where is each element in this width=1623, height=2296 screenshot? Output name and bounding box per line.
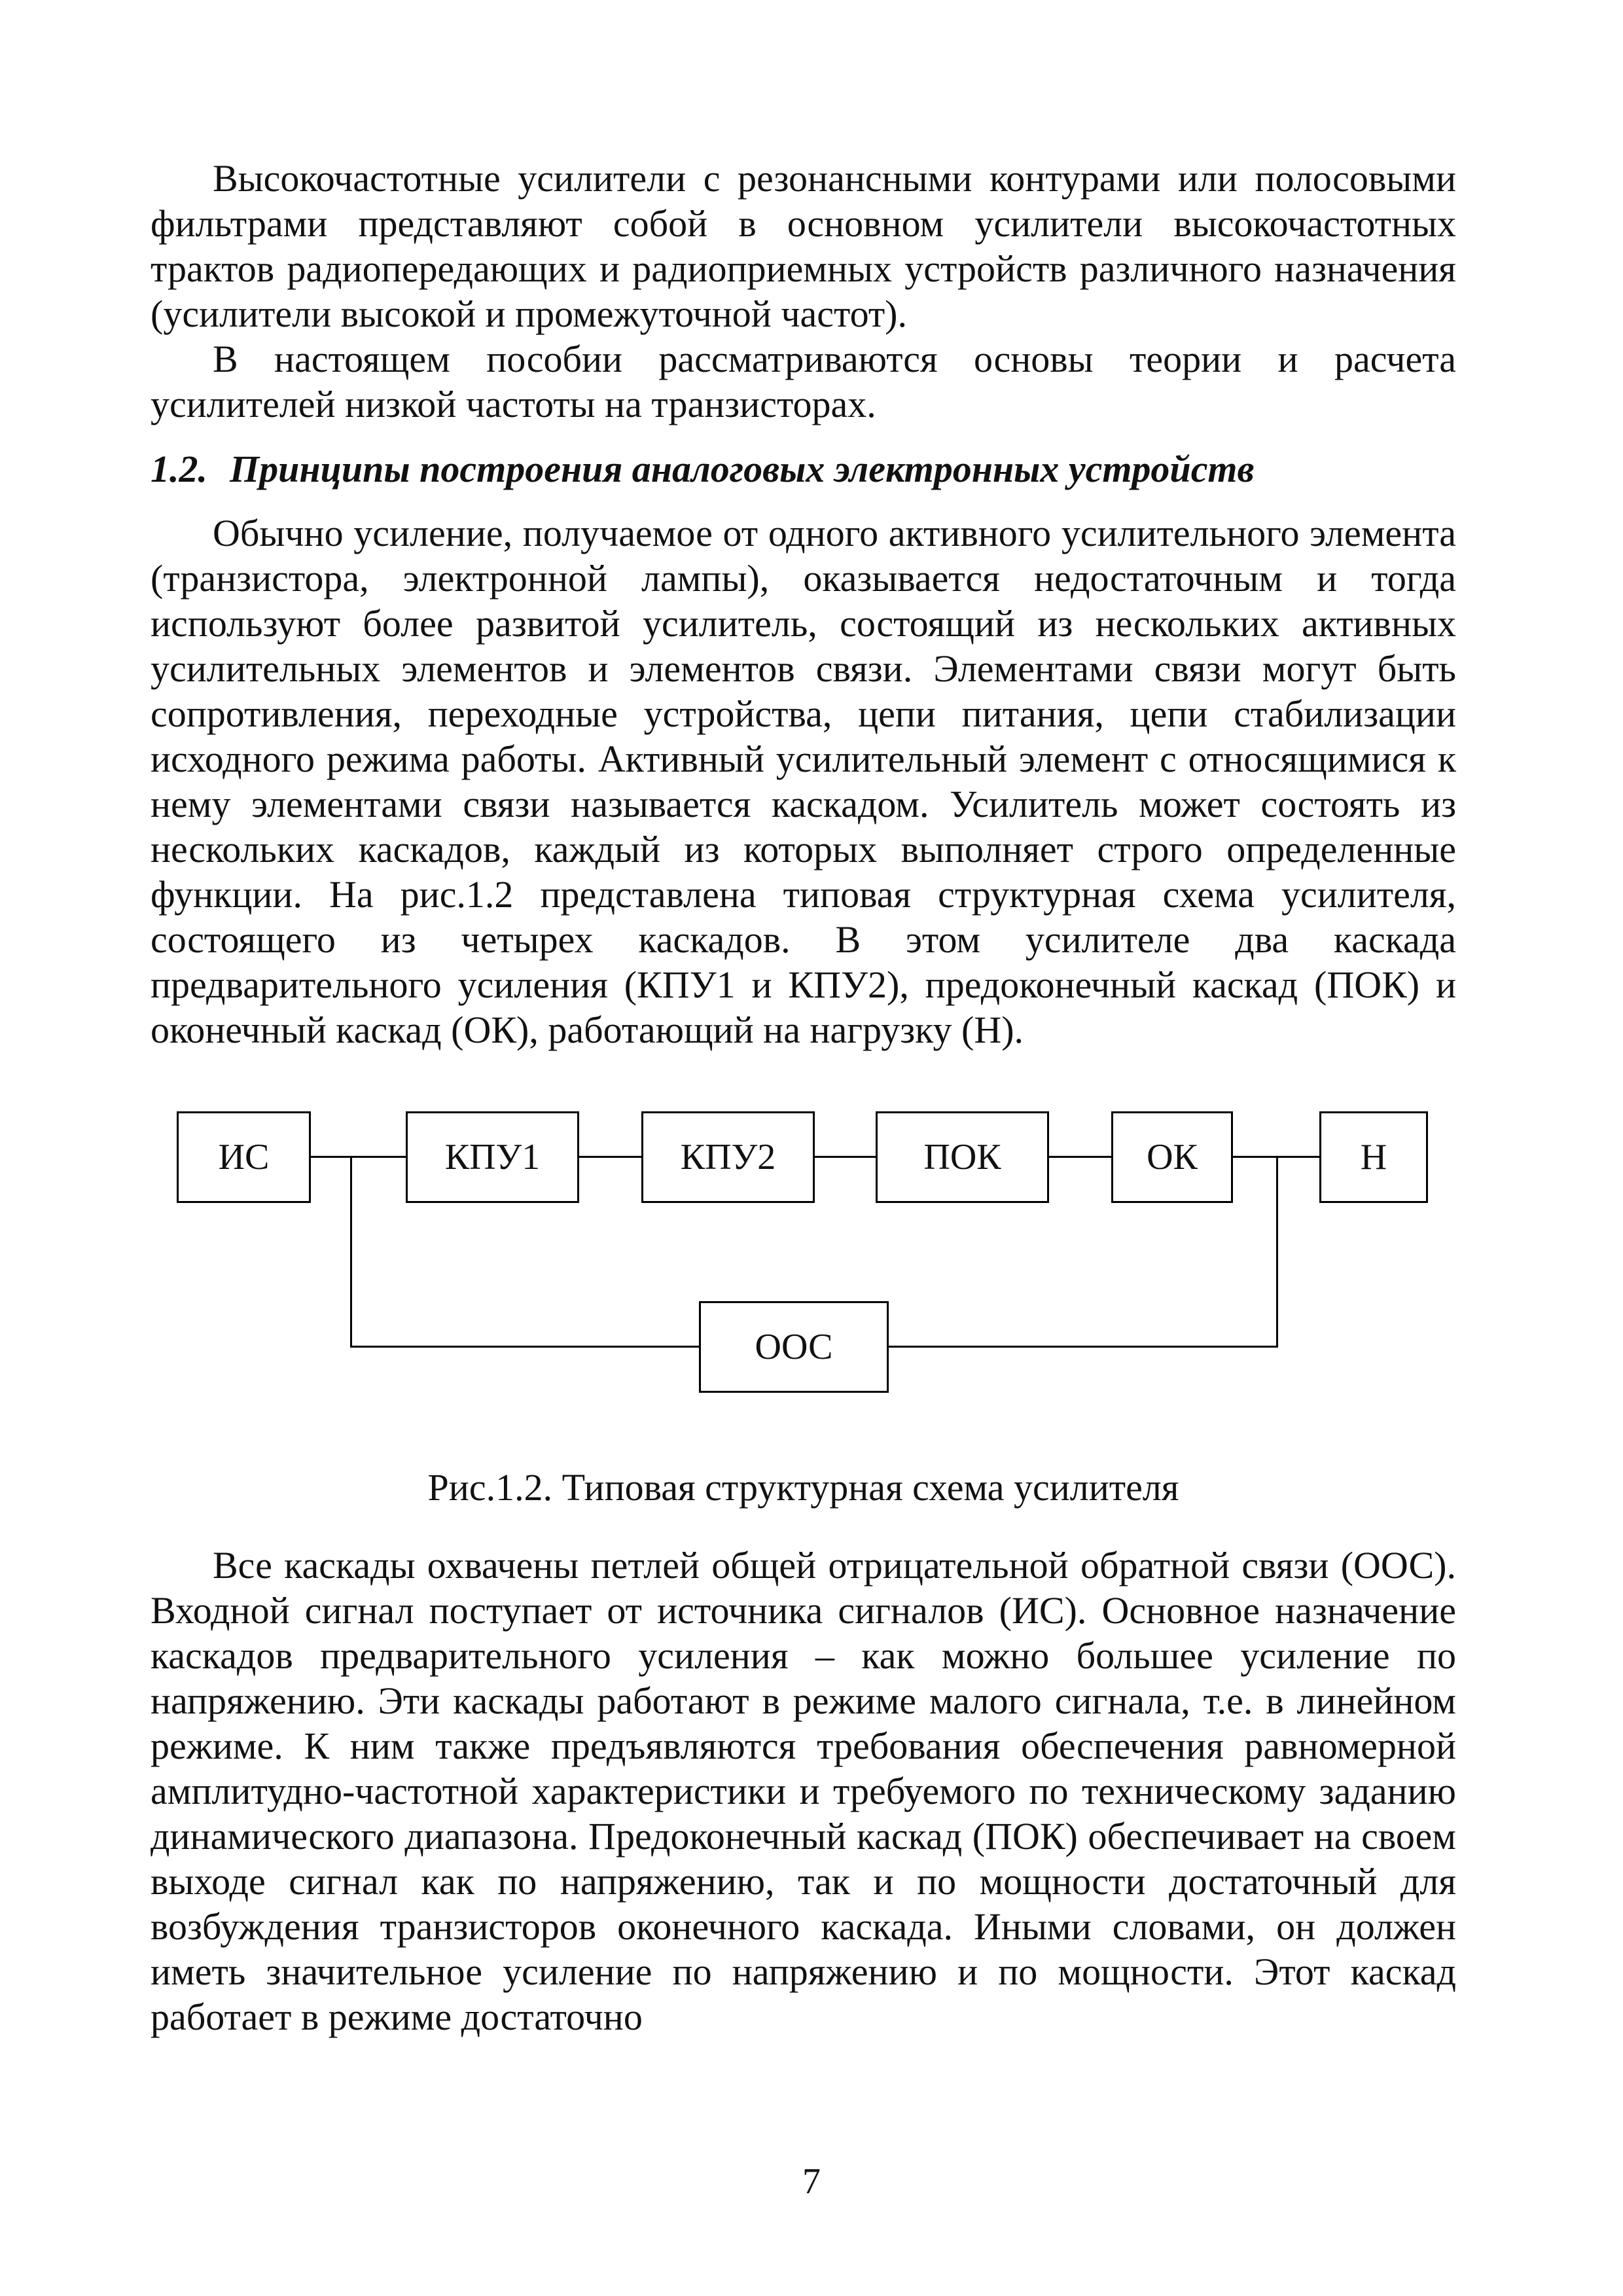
figure-caption: Рис.1.2. Типовая структурная схема усилителя [427, 1466, 1179, 1509]
feedback-left-drop-line [350, 1157, 352, 1348]
feedback-right-drop-line [1276, 1157, 1278, 1348]
diagram-block-n: Н [1319, 1111, 1428, 1203]
page-number: 7 [802, 2161, 821, 2202]
diagram-block-ok: ОК [1111, 1111, 1233, 1203]
paragraph-2: В настоящем пособии рассматриваются основы теории и расчета усилителей низкой частоты на транзисторах. [151, 338, 1456, 425]
section-number: 1.2. [151, 448, 207, 490]
diagram-block-oos: ООС [699, 1301, 889, 1393]
section-heading [151, 446, 1456, 492]
paragraph-3: Обычно усиление, получаемое от одного активного усилительного элемента (транзистора, электронной лампы), оказывается недостаточным и тогда используют более развитой усилитель, состоящий из нескольких активных усилительных элементов и элементов связи. Элементами связи могут быть сопротивления, переходные устройства, цепи питания, цепи стабилизации исходного режима работы. Активный усилительный элемент с относящимися к нему элементами связи называется каскадом. Усилитель может состоять из нескольких каскадов, каждый из которых выполняет строго определенные функции. На рис.1.2 представлена типовая структурная схема усилителя, состоящего из четырех каскадов. В этом усилителе два каскада предварительного усиления (КПУ1 и КПУ2), предоконечный каскад (ПОК) и оконечный каскад (ОК), работающий на нагрузку (Н). [151, 512, 1456, 1051]
section-title: Принципы построения аналоговых электронных устройств [230, 448, 1255, 490]
paragraph-1: Высокочастотные усилители с резонансными контурами или полосовыми фильтрами представляют собой в основном усилители высокочастотных трактов радиопередающих и радиоприемных устройств различного назначения (усилители высокой и промежуточной частот). [151, 157, 1456, 335]
amplifier-block-diagram [151, 1111, 1456, 1393]
paragraph-4: Все каскады охвачены петлей общей отрицательной обратной связи (ООС). Входной сигнал поступает от источника сигналов (ИС). Основное назначение каскадов предварительного усиления – как можно большее усиление по напряжению. Эти каскады работают в режиме малого сигнала, т.е. в линейном режиме. К ним также предъявляются требования обеспечения равномерной амплитудно-частотной характеристики и требуемого по техническому заданию динамического диапазона. Предоконечный каскад (ПОК) обеспечивает на своем выходе сигнал как по напряжению, так и по мощности достаточный для возбуждения транзисторов оконечного каскада. Иными словами, он должен иметь значительное усиление по напряжению и по мощности. Этот каскад работает в режиме достаточно [151, 1544, 1456, 2038]
diagram-block-pok: ПОК [876, 1111, 1049, 1203]
diagram-block-is: ИС [177, 1111, 311, 1203]
diagram-block-kpu1: КПУ1 [406, 1111, 579, 1203]
diagram-block-kpu2: КПУ2 [641, 1111, 815, 1203]
